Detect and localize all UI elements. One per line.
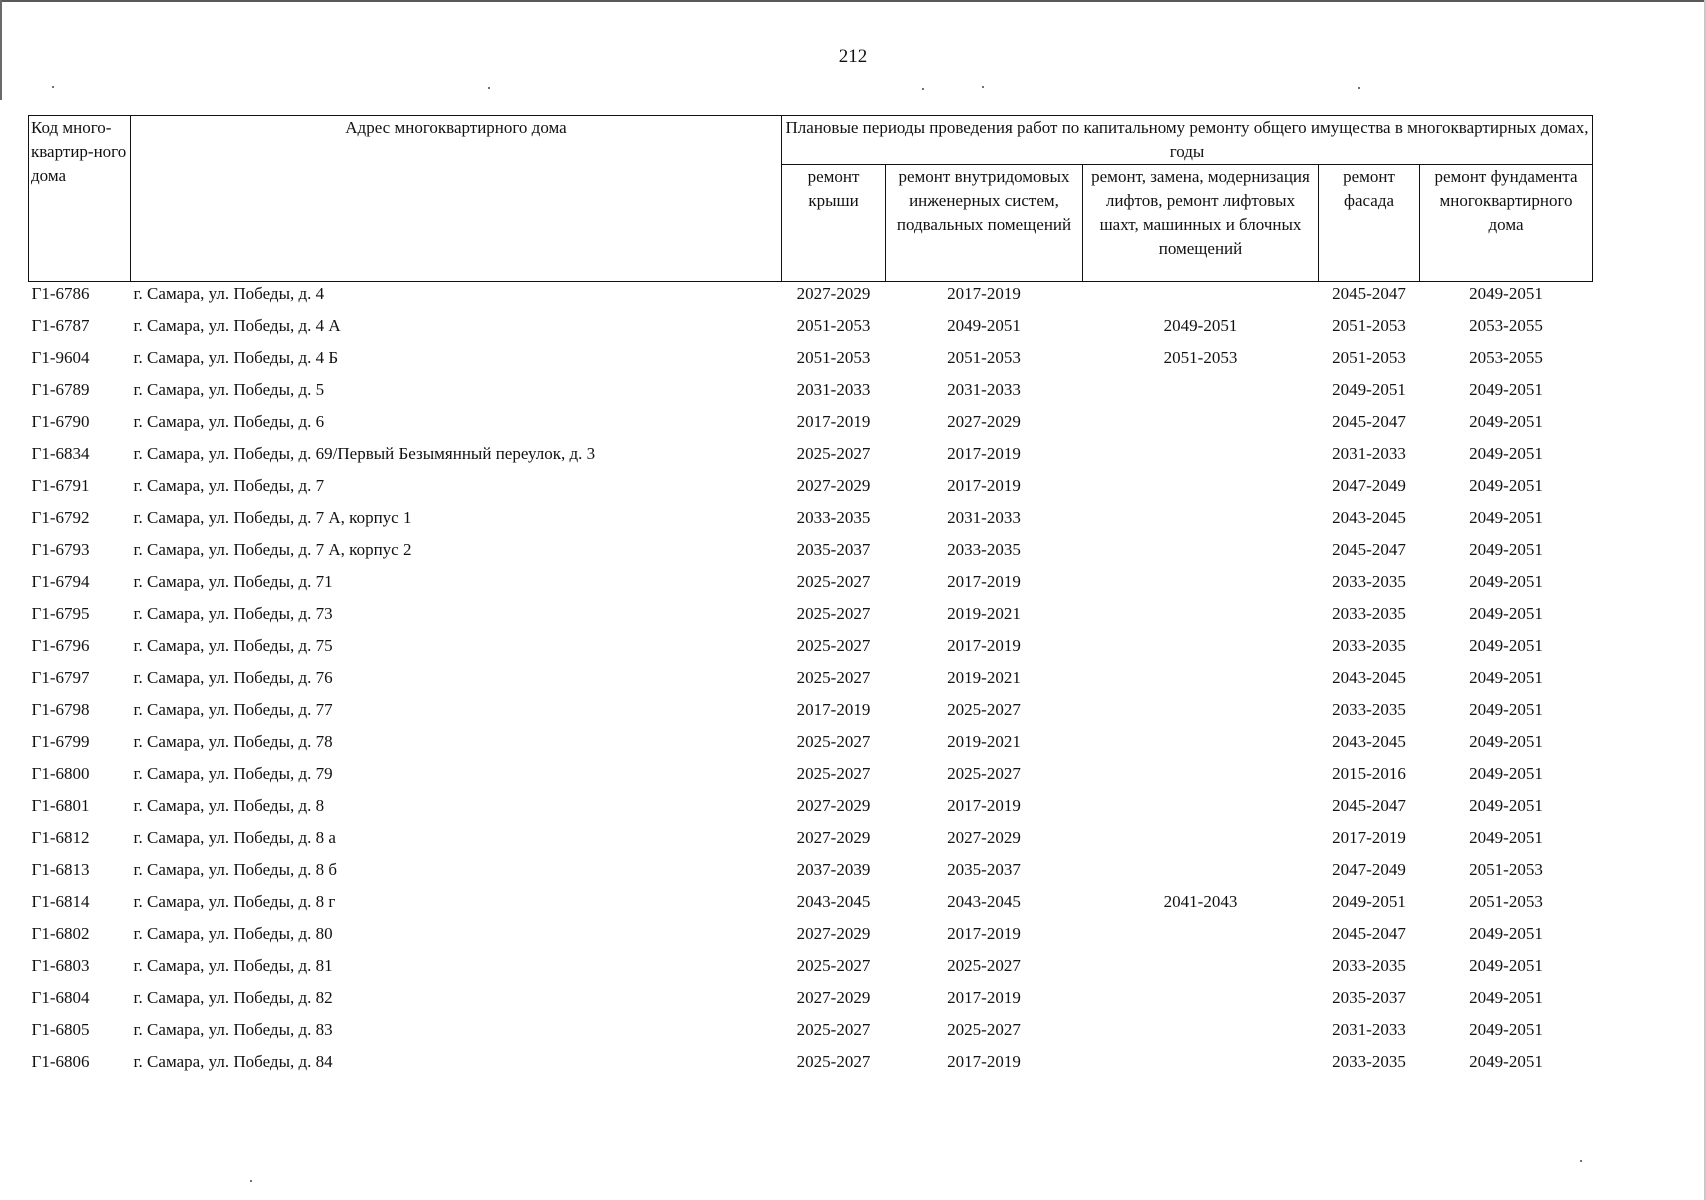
table-row xyxy=(29,282,1593,315)
cell-engineering-systems: 2031-2033 xyxy=(947,380,1021,399)
cell-elevators xyxy=(1083,1018,1319,1050)
cell-building-code: Г1-6814 xyxy=(31,892,90,911)
cell-elevators xyxy=(1083,602,1319,634)
cell-address: г. Самара, ул. Победы, д. 80 xyxy=(133,924,333,943)
cell-foundation-repair: 2053-2055 xyxy=(1469,348,1543,367)
cell-engineering-systems: 2017-2019 xyxy=(947,1052,1021,1071)
cell-facade-repair: 2045-2047 xyxy=(1332,284,1406,303)
cell-roof-repair: 2035-2037 xyxy=(796,540,871,559)
cell-address: г. Самара, ул. Победы, д. 78 xyxy=(133,732,333,751)
table-row xyxy=(29,794,1593,826)
cell-building-code: Г1-6802 xyxy=(31,924,90,943)
cell-roof-repair: 2043-2045 xyxy=(796,892,871,911)
table-row xyxy=(29,442,1593,474)
cell-building-code: Г1-6803 xyxy=(31,956,90,975)
cell-elevators xyxy=(1083,730,1319,762)
cell-address: г. Самара, ул. Победы, д. 8 а xyxy=(133,828,336,847)
cell-engineering-systems: 2017-2019 xyxy=(947,476,1021,495)
cell-foundation-repair: 2049-2051 xyxy=(1469,636,1543,655)
table-row xyxy=(29,314,1593,346)
cell-facade-repair: 2017-2019 xyxy=(1332,828,1406,847)
cell-elevators: 2041-2043 xyxy=(1163,892,1238,911)
cell-engineering-systems: 2019-2021 xyxy=(947,604,1021,623)
cell-foundation-repair: 2049-2051 xyxy=(1469,1052,1543,1071)
cell-address: г. Самара, ул. Победы, д. 7 xyxy=(133,476,325,495)
cell-elevators xyxy=(1083,474,1319,506)
cell-engineering-systems: 2017-2019 xyxy=(947,284,1021,303)
cell-building-code: Г1-6786 xyxy=(31,284,90,303)
cell-building-code: Г1-6806 xyxy=(31,1052,90,1071)
cell-facade-repair: 2033-2035 xyxy=(1332,636,1406,655)
header-foundation-repair: ремонт фундамента многоквартирного дома xyxy=(1420,165,1593,282)
cell-engineering-systems: 2033-2035 xyxy=(947,540,1021,559)
cell-address: г. Самара, ул. Победы, д. 77 xyxy=(133,700,333,719)
cell-elevators xyxy=(1083,762,1319,794)
cell-roof-repair: 2027-2029 xyxy=(796,924,871,943)
cell-elevators xyxy=(1083,634,1319,666)
cell-elevators xyxy=(1083,698,1319,730)
cell-elevators xyxy=(1083,794,1319,826)
scan-speck xyxy=(1580,1160,1582,1162)
cell-elevators xyxy=(1083,442,1319,474)
cell-facade-repair: 2045-2047 xyxy=(1332,924,1406,943)
cell-roof-repair: 2025-2027 xyxy=(796,572,871,591)
cell-building-code: Г1-6800 xyxy=(31,764,90,783)
cell-engineering-systems: 2043-2045 xyxy=(947,892,1021,911)
cell-roof-repair: 2027-2029 xyxy=(796,988,871,1007)
scan-speck xyxy=(1358,87,1360,89)
cell-building-code: Г1-6813 xyxy=(31,860,90,879)
cell-roof-repair: 2037-2039 xyxy=(796,860,871,879)
cell-foundation-repair: 2049-2051 xyxy=(1469,732,1543,751)
cell-address: г. Самара, ул. Победы, д. 7 А, корпус 1 xyxy=(133,508,412,527)
table-row xyxy=(29,698,1593,730)
header-address: Адрес многоквартирного дома xyxy=(131,116,782,282)
cell-address: г. Самара, ул. Победы, д. 81 xyxy=(133,956,333,975)
cell-roof-repair: 2025-2027 xyxy=(796,668,871,687)
scan-speck xyxy=(250,1180,252,1182)
scan-speck xyxy=(52,86,54,88)
cell-foundation-repair: 2049-2051 xyxy=(1469,668,1543,687)
table-row xyxy=(29,538,1593,570)
cell-facade-repair: 2015-2016 xyxy=(1332,764,1406,783)
cell-facade-repair: 2035-2037 xyxy=(1332,988,1406,1007)
cell-foundation-repair: 2049-2051 xyxy=(1469,764,1543,783)
cell-foundation-repair: 2049-2051 xyxy=(1469,508,1543,527)
cell-address: г. Самара, ул. Победы, д. 83 xyxy=(133,1020,333,1039)
cell-elevators xyxy=(1083,826,1319,858)
cell-engineering-systems: 2025-2027 xyxy=(947,764,1021,783)
cell-elevators xyxy=(1083,282,1319,315)
cell-address: г. Самара, ул. Победы, д. 5 xyxy=(133,380,325,399)
table-row xyxy=(29,730,1593,762)
cell-address: г. Самара, ул. Победы, д. 7 А, корпус 2 xyxy=(133,540,412,559)
cell-engineering-systems: 2017-2019 xyxy=(947,796,1021,815)
header-roof-repair: ремонт крыши xyxy=(782,165,886,282)
cell-facade-repair: 2033-2035 xyxy=(1332,700,1406,719)
cell-engineering-systems: 2017-2019 xyxy=(947,924,1021,943)
cell-roof-repair: 2025-2027 xyxy=(796,764,871,783)
cell-address: г. Самара, ул. Победы, д. 4 xyxy=(133,284,325,303)
cell-foundation-repair: 2049-2051 xyxy=(1469,988,1543,1007)
cell-building-code: Г1-6796 xyxy=(31,636,90,655)
cell-building-code: Г1-9604 xyxy=(31,348,90,367)
cell-address: г. Самара, ул. Победы, д. 4 А xyxy=(133,316,341,335)
table-row xyxy=(29,570,1593,602)
cell-facade-repair: 2031-2033 xyxy=(1332,1020,1406,1039)
cell-address: г. Самара, ул. Победы, д. 84 xyxy=(133,1052,333,1071)
cell-facade-repair: 2045-2047 xyxy=(1332,796,1406,815)
cell-engineering-systems: 2027-2029 xyxy=(947,412,1021,431)
cell-engineering-systems: 2025-2027 xyxy=(947,1020,1021,1039)
cell-elevators: 2051-2053 xyxy=(1163,348,1238,367)
table-row xyxy=(29,666,1593,698)
cell-building-code: Г1-6795 xyxy=(31,604,90,623)
cell-building-code: Г1-6834 xyxy=(31,444,90,463)
cell-address: г. Самара, ул. Победы, д. 6 xyxy=(133,412,325,431)
cell-roof-repair: 2027-2029 xyxy=(796,284,871,303)
table-row xyxy=(29,346,1593,378)
table-row xyxy=(29,378,1593,410)
header-facade-repair: ремонт фасада xyxy=(1319,165,1420,282)
cell-address: г. Самара, ул. Победы, д. 76 xyxy=(133,668,333,687)
cell-facade-repair: 2045-2047 xyxy=(1332,412,1406,431)
table-row xyxy=(29,986,1593,1018)
cell-building-code: Г1-6793 xyxy=(31,540,90,559)
cell-elevators xyxy=(1083,506,1319,538)
cell-building-code: Г1-6805 xyxy=(31,1020,90,1039)
cell-roof-repair: 2025-2027 xyxy=(796,604,871,623)
cell-roof-repair: 2033-2035 xyxy=(796,508,871,527)
cell-address: г. Самара, ул. Победы, д. 8 xyxy=(133,796,325,815)
cell-engineering-systems: 2025-2027 xyxy=(947,700,1021,719)
cell-building-code: Г1-6799 xyxy=(31,732,90,751)
cell-facade-repair: 2033-2035 xyxy=(1332,572,1406,591)
cell-elevators xyxy=(1083,666,1319,698)
cell-elevators xyxy=(1083,1050,1319,1082)
cell-building-code: Г1-6798 xyxy=(31,700,90,719)
capital-repair-plan-table xyxy=(28,115,1593,1082)
cell-engineering-systems: 2035-2037 xyxy=(947,860,1021,879)
table-row xyxy=(29,922,1593,954)
cell-foundation-repair: 2053-2055 xyxy=(1469,316,1543,335)
cell-engineering-systems: 2017-2019 xyxy=(947,444,1021,463)
table-body xyxy=(29,282,1593,1083)
scan-frame-top xyxy=(0,0,1706,2)
cell-foundation-repair: 2049-2051 xyxy=(1469,540,1543,559)
table-row xyxy=(29,1050,1593,1082)
cell-address: г. Самара, ул. Победы, д. 79 xyxy=(133,764,333,783)
cell-elevators xyxy=(1083,538,1319,570)
cell-roof-repair: 2025-2027 xyxy=(796,444,871,463)
cell-engineering-systems: 2017-2019 xyxy=(947,636,1021,655)
cell-foundation-repair: 2051-2053 xyxy=(1469,860,1543,879)
table-row xyxy=(29,474,1593,506)
cell-elevators xyxy=(1083,858,1319,890)
table-row xyxy=(29,826,1593,858)
cell-roof-repair: 2027-2029 xyxy=(796,476,871,495)
scan-speck xyxy=(488,87,490,89)
table-row xyxy=(29,762,1593,794)
cell-roof-repair: 2027-2029 xyxy=(796,796,871,815)
cell-building-code: Г1-6801 xyxy=(31,796,90,815)
header-engineering-systems: ремонт внутридомовых инженерных систем, подвальных помещений xyxy=(886,165,1083,282)
cell-engineering-systems: 2051-2053 xyxy=(947,348,1021,367)
cell-facade-repair: 2043-2045 xyxy=(1332,668,1406,687)
cell-engineering-systems: 2025-2027 xyxy=(947,956,1021,975)
cell-roof-repair: 2017-2019 xyxy=(796,700,871,719)
cell-engineering-systems: 2017-2019 xyxy=(947,988,1021,1007)
cell-elevators xyxy=(1083,954,1319,986)
cell-facade-repair: 2033-2035 xyxy=(1332,604,1406,623)
cell-foundation-repair: 2049-2051 xyxy=(1469,412,1543,431)
header-planned-periods: Плановые периоды проведения работ по капитальному ремонту общего имущества в многоквартирных домах, годы xyxy=(782,116,1593,165)
cell-facade-repair: 2051-2053 xyxy=(1332,348,1406,367)
table-row xyxy=(29,410,1593,442)
cell-foundation-repair: 2049-2051 xyxy=(1469,284,1543,303)
table-row xyxy=(29,1018,1593,1050)
cell-foundation-repair: 2051-2053 xyxy=(1469,892,1543,911)
cell-engineering-systems: 2031-2033 xyxy=(947,508,1021,527)
cell-roof-repair: 2025-2027 xyxy=(796,732,871,751)
cell-address: г. Самара, ул. Победы, д. 82 xyxy=(133,988,333,1007)
cell-facade-repair: 2047-2049 xyxy=(1332,860,1406,879)
cell-elevators xyxy=(1083,410,1319,442)
cell-facade-repair: 2033-2035 xyxy=(1332,956,1406,975)
cell-foundation-repair: 2049-2051 xyxy=(1469,828,1543,847)
cell-foundation-repair: 2049-2051 xyxy=(1469,444,1543,463)
cell-facade-repair: 2051-2053 xyxy=(1332,316,1406,335)
cell-engineering-systems: 2027-2029 xyxy=(947,828,1021,847)
cell-facade-repair: 2033-2035 xyxy=(1332,1052,1406,1071)
cell-engineering-systems: 2017-2019 xyxy=(947,572,1021,591)
cell-foundation-repair: 2049-2051 xyxy=(1469,476,1543,495)
cell-roof-repair: 2051-2053 xyxy=(796,316,871,335)
cell-address: г. Самара, ул. Победы, д. 4 Б xyxy=(133,348,339,367)
cell-elevators xyxy=(1083,378,1319,410)
cell-building-code: Г1-6812 xyxy=(31,828,90,847)
cell-address: г. Самара, ул. Победы, д. 8 б xyxy=(133,860,338,879)
cell-roof-repair: 2027-2029 xyxy=(796,828,871,847)
cell-foundation-repair: 2049-2051 xyxy=(1469,572,1543,591)
cell-roof-repair: 2025-2027 xyxy=(796,636,871,655)
scan-speck xyxy=(922,88,924,90)
cell-engineering-systems: 2019-2021 xyxy=(947,668,1021,687)
cell-elevators: 2049-2051 xyxy=(1163,316,1238,335)
cell-engineering-systems: 2019-2021 xyxy=(947,732,1021,751)
header-building-code: Код много-квартир-ного дома xyxy=(29,116,131,282)
cell-elevators xyxy=(1083,570,1319,602)
cell-building-code: Г1-6797 xyxy=(31,668,90,687)
cell-building-code: Г1-6794 xyxy=(31,572,90,591)
table-row xyxy=(29,954,1593,986)
cell-facade-repair: 2045-2047 xyxy=(1332,540,1406,559)
header-elevators: ремонт, замена, модернизация лифтов, ремонт лифтовых шахт, машинных и блочных помещений xyxy=(1083,165,1319,282)
table-row xyxy=(29,602,1593,634)
page-number: 212 xyxy=(838,46,868,67)
scan-speck xyxy=(982,86,984,88)
cell-building-code: Г1-6790 xyxy=(31,412,90,431)
cell-foundation-repair: 2049-2051 xyxy=(1469,796,1543,815)
cell-foundation-repair: 2049-2051 xyxy=(1469,700,1543,719)
cell-facade-repair: 2031-2033 xyxy=(1332,444,1406,463)
cell-facade-repair: 2049-2051 xyxy=(1332,380,1406,399)
cell-foundation-repair: 2049-2051 xyxy=(1469,956,1543,975)
cell-elevators xyxy=(1083,922,1319,954)
cell-facade-repair: 2047-2049 xyxy=(1332,476,1406,495)
cell-address: г. Самара, ул. Победы, д. 73 xyxy=(133,604,333,623)
cell-facade-repair: 2043-2045 xyxy=(1332,732,1406,751)
cell-building-code: Г1-6804 xyxy=(31,988,90,1007)
cell-foundation-repair: 2049-2051 xyxy=(1469,924,1543,943)
cell-building-code: Г1-6787 xyxy=(31,316,90,335)
cell-building-code: Г1-6791 xyxy=(31,476,90,495)
cell-roof-repair: 2051-2053 xyxy=(796,348,871,367)
cell-foundation-repair: 2049-2051 xyxy=(1469,1020,1543,1039)
cell-foundation-repair: 2049-2051 xyxy=(1469,380,1543,399)
cell-roof-repair: 2025-2027 xyxy=(796,1052,871,1071)
cell-address: г. Самара, ул. Победы, д. 71 xyxy=(133,572,333,591)
table-row xyxy=(29,858,1593,890)
cell-elevators xyxy=(1083,986,1319,1018)
cell-address: г. Самара, ул. Победы, д. 8 г xyxy=(133,892,336,911)
table-row xyxy=(29,890,1593,922)
cell-roof-repair: 2031-2033 xyxy=(796,380,871,399)
table-row xyxy=(29,634,1593,666)
table-row xyxy=(29,506,1593,538)
cell-facade-repair: 2043-2045 xyxy=(1332,508,1406,527)
cell-facade-repair: 2049-2051 xyxy=(1332,892,1406,911)
cell-address: г. Самара, ул. Победы, д. 75 xyxy=(133,636,333,655)
cell-roof-repair: 2025-2027 xyxy=(796,956,871,975)
cell-engineering-systems: 2049-2051 xyxy=(947,316,1021,335)
cell-building-code: Г1-6792 xyxy=(31,508,90,527)
cell-address: г. Самара, ул. Победы, д. 69/Первый Безымянный переулок, д. 3 xyxy=(133,444,596,463)
cell-roof-repair: 2025-2027 xyxy=(796,1020,871,1039)
cell-building-code: Г1-6789 xyxy=(31,380,90,399)
cell-roof-repair: 2017-2019 xyxy=(796,412,871,431)
cell-foundation-repair: 2049-2051 xyxy=(1469,604,1543,623)
